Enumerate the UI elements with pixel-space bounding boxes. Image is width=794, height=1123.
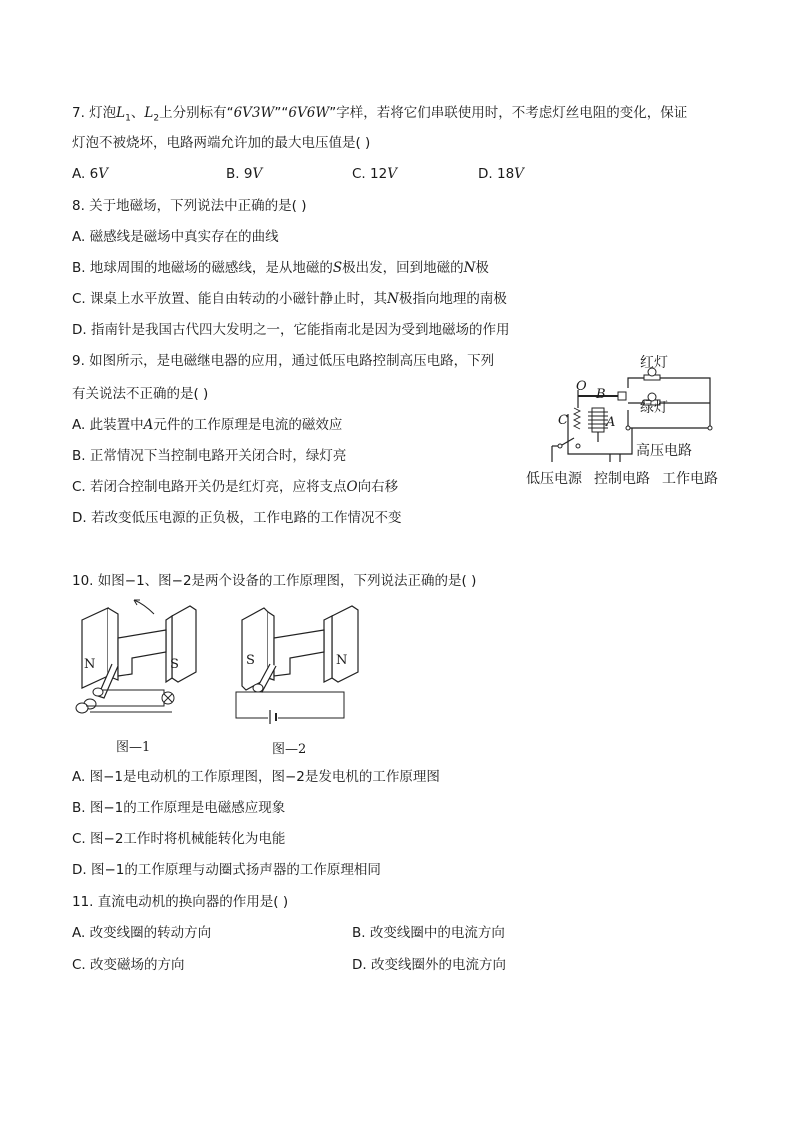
q8-option-b-N: N bbox=[463, 260, 476, 276]
fig1-caption: 图—1 bbox=[116, 740, 151, 755]
q7-mark1: 6V3W bbox=[233, 105, 275, 121]
q9-option-b[interactable]: B. 正常情况下当控制电路开关闭合时，绿灯亮 bbox=[72, 448, 347, 464]
fig2-right-pole: N bbox=[336, 653, 348, 668]
control-circuit-label: 控制电路 bbox=[594, 471, 650, 487]
q7-L2-sub: 2 bbox=[153, 113, 160, 124]
battery-icon bbox=[268, 710, 278, 724]
q7-option-d-unit: V bbox=[514, 166, 524, 182]
q7-option-b-unit: V bbox=[252, 166, 263, 182]
terminal-dot bbox=[708, 426, 712, 430]
q11-option-a[interactable]: A. 改变线圈的转动方向 bbox=[72, 925, 212, 941]
q7-sep: 、 bbox=[130, 105, 145, 121]
q8-option-a[interactable]: A. 磁感线是磁场中真实存在的曲线 bbox=[72, 229, 279, 245]
q8-option-b-S: S bbox=[332, 260, 343, 276]
q10-option-c[interactable]: C. 图−2工作时将机械能转化为电能 bbox=[72, 831, 286, 847]
q7-option-d[interactable] bbox=[478, 164, 524, 184]
q7-stem-text-c: ”“ bbox=[274, 105, 289, 121]
q7-stem-text-d: ”字样，若将它们串联使用时，不考虑灯丝电阻的变化，保证 bbox=[329, 105, 688, 121]
q9-option-a-text2: 元件的工作原理是电流的磁效应 bbox=[153, 417, 343, 433]
fig1-left-pole: N bbox=[84, 657, 96, 672]
q7-option-a-letter: A. bbox=[72, 166, 90, 182]
q7-option-c-letter: C. bbox=[352, 166, 371, 182]
low-source-label: 低压电源 bbox=[526, 471, 582, 487]
q7-L1-sub: 1 bbox=[125, 113, 131, 124]
terminal-dot bbox=[626, 426, 630, 430]
q7-option-b[interactable] bbox=[226, 164, 262, 184]
q7-option-b-letter: B. bbox=[226, 166, 244, 182]
q8-option-b-text2: 极出发，回到地磁的 bbox=[342, 260, 464, 276]
q8-option-c-text2: 极指向地理的南极 bbox=[398, 291, 507, 307]
q8-option-b-text1: B. 地球周围的地磁场的磁感线，是从地磁的 bbox=[72, 260, 333, 276]
q7-mark2: 6V6W bbox=[288, 105, 330, 121]
figure-1 bbox=[72, 598, 212, 753]
q7-L1: L bbox=[116, 105, 126, 121]
work-circuit-label: 工作电路 bbox=[662, 471, 718, 487]
q7-option-c[interactable] bbox=[352, 164, 397, 184]
green-light-label: 绿灯 bbox=[640, 400, 668, 416]
q9-stem-line2: 有关说法不正确的是( ) bbox=[72, 386, 209, 402]
fig2-caption: 图—2 bbox=[272, 742, 307, 757]
q7-option-a[interactable] bbox=[72, 164, 108, 184]
label-B: B bbox=[596, 387, 606, 402]
q7-option-c-value: 12 bbox=[370, 166, 388, 182]
q10-stem: 10. 如图−1、图−2是两个设备的工作原理图，下列说法正确的是( ) bbox=[72, 573, 477, 589]
q7-stem-text-b: 上分别标有“ bbox=[159, 105, 234, 121]
q8-option-b[interactable] bbox=[72, 258, 489, 278]
switch-icon bbox=[558, 438, 580, 448]
q9-option-c-text2: 向右移 bbox=[357, 479, 399, 495]
q7-option-c-unit: V bbox=[387, 166, 397, 182]
fig1-right-pole: S bbox=[170, 657, 179, 672]
label-C: C bbox=[558, 413, 568, 428]
q7-line1 bbox=[72, 103, 687, 129]
q9-option-c[interactable] bbox=[72, 477, 398, 497]
q8-stem: 8. 关于地磁场，下列说法中正确的是( ) bbox=[72, 198, 307, 214]
q7-option-d-letter: D. bbox=[478, 166, 497, 182]
q7-line2: 灯泡不被烧坏，电路两端允许加的最大电压值是( ) bbox=[72, 135, 371, 151]
q8-option-b-text3: 极 bbox=[475, 260, 489, 276]
bulb-icon bbox=[162, 692, 174, 704]
relay-diagram bbox=[520, 350, 730, 490]
q11-option-c[interactable]: C. 改变磁场的方向 bbox=[72, 957, 185, 973]
q7-option-a-unit: V bbox=[98, 166, 108, 182]
q9-option-a-A: A bbox=[143, 417, 154, 433]
q9-option-a-text1: A. 此装置中 bbox=[72, 417, 144, 433]
label-O: O bbox=[576, 379, 587, 394]
q7-stem-text: 7. 灯泡 bbox=[72, 105, 117, 121]
figure-2-drawing bbox=[234, 598, 384, 723]
electromagnet-coil bbox=[588, 408, 608, 442]
q7-L2: L bbox=[144, 105, 154, 121]
relay-figure bbox=[520, 350, 730, 490]
q9-option-c-text1: C. 若闭合控制电路开关仍是红灯亮，应将支点 bbox=[72, 479, 347, 495]
q8-option-c-text1: C. 课桌上水平放置、能自由转动的小磁针静止时，其 bbox=[72, 291, 388, 307]
q7-option-d-value: 18 bbox=[496, 166, 515, 182]
q10-option-b[interactable]: B. 图−1的工作原理是电磁感应现象 bbox=[72, 800, 286, 816]
q11-option-d[interactable]: D. 改变线圈外的电流方向 bbox=[352, 957, 506, 973]
q9-option-d[interactable]: D. 若改变低压电源的正负极，工作电路的工作情况不变 bbox=[72, 510, 402, 526]
q9-stem-line1: 9. 如图所示，是电磁继电器的应用，通过低压电路控制高压电路，下列 bbox=[72, 353, 495, 369]
q7-option-a-value: 6 bbox=[89, 166, 99, 182]
label-A: A bbox=[606, 415, 616, 430]
fig2-left-pole: S bbox=[246, 653, 255, 668]
spring bbox=[574, 408, 580, 429]
q8-option-c[interactable] bbox=[72, 289, 507, 309]
q11-stem: 11. 直流电动机的换向器的作用是( ) bbox=[72, 894, 289, 910]
figure-2 bbox=[234, 598, 384, 757]
q7-option-b-value: 9 bbox=[243, 166, 253, 182]
q8-option-c-N: N bbox=[387, 291, 399, 307]
red-light-label: 红灯 bbox=[640, 355, 668, 371]
q10-option-d[interactable]: D. 图−1的工作原理与动圈式扬声器的工作原理相同 bbox=[72, 862, 381, 878]
q9-option-a[interactable] bbox=[72, 415, 342, 435]
high-circuit-label: 高压电路 bbox=[636, 443, 692, 459]
q8-option-d[interactable]: D. 指南针是我国古代四大发明之一，它能指南北是因为受到地磁场的作用 bbox=[72, 322, 510, 338]
q9-option-c-O: O bbox=[346, 479, 358, 495]
q11-option-b[interactable]: B. 改变线圈中的电流方向 bbox=[352, 925, 505, 941]
q10-option-a[interactable]: A. 图−1是电动机的工作原理图，图−2是发电机的工作原理图 bbox=[72, 769, 440, 785]
